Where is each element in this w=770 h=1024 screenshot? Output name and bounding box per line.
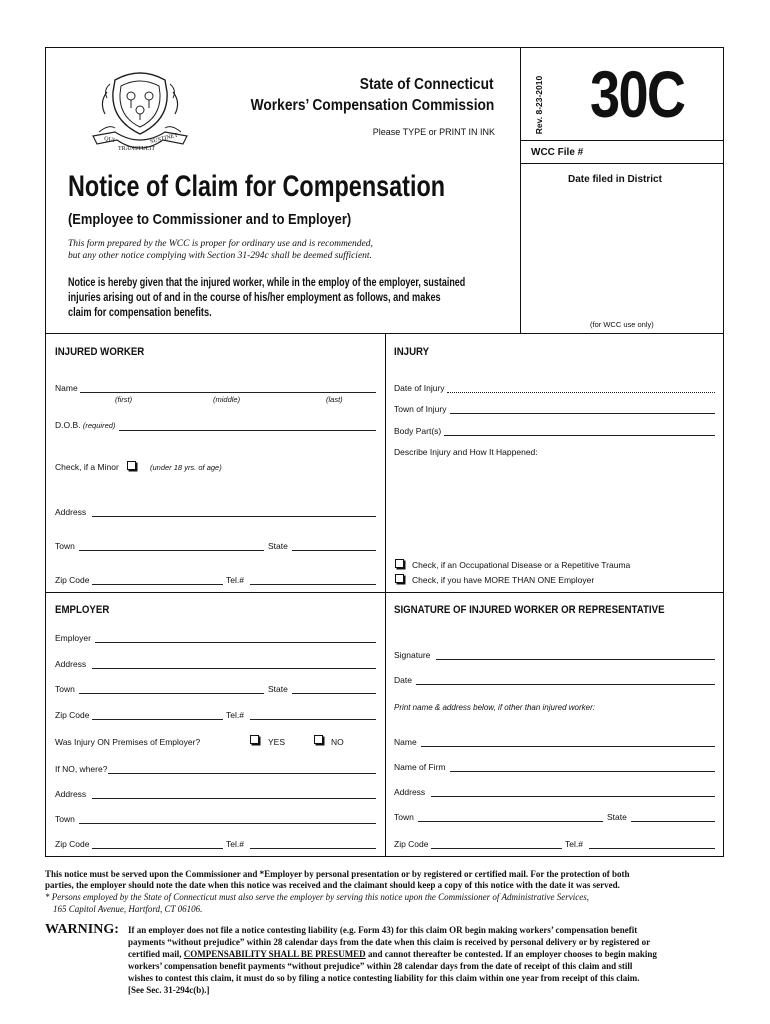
location-zip-label: Zip Code — [55, 839, 90, 849]
rep-zip-field[interactable] — [431, 848, 562, 849]
warning-line-5: wishes to contest this claim, it must do so by filing a notice contesting liability for this claim within one year from receipt of this claim. — [128, 973, 640, 983]
occupational-disease-checkbox[interactable] — [395, 559, 404, 568]
worker-zip-field[interactable] — [92, 584, 223, 585]
worker-tel-field[interactable] — [250, 584, 376, 585]
print-name-note: Print name & address below, if other than injured worker: — [394, 703, 595, 712]
employer-zip-field[interactable] — [92, 719, 223, 720]
employer-state-field[interactable] — [292, 693, 376, 694]
state-employee-note-2: 165 Capitol Avenue, Hartford, CT 06106. — [53, 904, 203, 914]
date-of-injury-label: Date of Injury — [394, 383, 445, 393]
worker-town-label: Town — [55, 541, 75, 551]
signature-date-field[interactable] — [416, 684, 715, 685]
premises-question: Was Injury ON Premises of Employer? — [55, 737, 201, 747]
multiple-employers-checkbox[interactable] — [395, 574, 404, 583]
worker-tel-label: Tel.# — [226, 575, 244, 585]
notice-line-1: Notice is hereby given that the injured worker, while in the employ of the employer, sustained — [68, 277, 466, 289]
warning-line-4: workers’ compensation benefit payments “without prejudice” within 28 calendar days from the date of receipt of this claim and still — [128, 961, 633, 971]
rep-name-label: Name — [394, 737, 417, 747]
describe-injury-area[interactable] — [394, 460, 715, 554]
location-tel-label: Tel.# — [226, 839, 244, 849]
section-divider-2 — [45, 592, 724, 593]
form-title: Notice of Claim for Compensation — [68, 170, 446, 203]
location-town-field[interactable] — [79, 823, 376, 824]
rep-name-field[interactable] — [421, 746, 715, 747]
location-town-label: Town — [55, 814, 75, 824]
seal-motto-left: QUI — [103, 135, 116, 145]
if-no-where-field[interactable] — [108, 773, 376, 774]
commission-name: Workers’ Compensation Commission — [250, 97, 494, 114]
revision-date: Rev. 8-23-2010 — [534, 75, 544, 135]
notice-line-2: injuries arising out of and in the course of his/her employment as follows, and makes — [68, 292, 441, 304]
if-no-where-label: If NO, where? — [55, 764, 108, 774]
worker-address-label: Address — [55, 507, 87, 517]
minor-checkbox[interactable] — [127, 461, 136, 470]
rep-firm-field[interactable] — [450, 771, 715, 772]
multiple-employers-label: Check, if you have MORE THAN ONE Employer — [412, 575, 595, 585]
name-field[interactable] — [80, 392, 376, 393]
employer-tel-field[interactable] — [250, 719, 376, 720]
wcc-file-bottom-line — [520, 163, 724, 164]
rep-town-label: Town — [394, 812, 414, 822]
town-of-injury-field[interactable] — [450, 413, 715, 414]
rep-state-label: State — [607, 812, 627, 822]
under-18-hint: (under 18 yrs. of age) — [150, 463, 222, 472]
employer-town-field[interactable] — [79, 693, 264, 694]
signature-heading: SIGNATURE OF INJURED WORKER OR REPRESENTATIVE — [394, 604, 665, 616]
rep-tel-field[interactable] — [589, 848, 715, 849]
employer-label: Employer — [55, 633, 91, 643]
occupational-disease-label: Check, if an Occupational Disease or a Repetitive Trauma — [412, 560, 631, 570]
wcc-use-only: (for WCC use only) — [590, 320, 654, 329]
signature-date-label: Date — [394, 675, 412, 685]
warning-line-2: payments “without prejudice” within 28 calendar days from the date when this claim is received by personal delivery or by registered or — [128, 937, 651, 947]
describe-injury-label: Describe Injury and How It Happened: — [394, 447, 538, 457]
premises-no-label: NO — [331, 737, 344, 747]
dob-label: D.O.B. (required) — [55, 420, 116, 430]
signature-field[interactable] — [436, 659, 715, 660]
rep-firm-label: Name of Firm — [394, 762, 446, 772]
form-number: 30C — [590, 57, 685, 131]
location-tel-field[interactable] — [250, 848, 376, 849]
worker-zip-label: Zip Code — [55, 575, 90, 585]
injured-worker-heading: INJURED WORKER — [55, 346, 145, 358]
employer-tel-label: Tel.# — [226, 710, 244, 720]
warning-label: WARNING: — [45, 922, 119, 937]
warning-line-1: If an employer does not file a notice contesting liability (e.g. Form 43) for this claim OR begin making workers’ compensation benefit — [128, 925, 638, 935]
employer-zip-label: Zip Code — [55, 710, 90, 720]
date-filed-label: Date filed in District — [568, 174, 662, 185]
premises-yes-label: YES — [268, 737, 286, 747]
rep-tel-label: Tel.# — [565, 839, 583, 849]
location-zip-field[interactable] — [92, 848, 223, 849]
warning-line-6: [See Sec. 31-294c(b).] — [128, 985, 210, 995]
worker-state-label: State — [268, 541, 288, 551]
ink-instruction: Please TYPE or PRINT IN INK — [372, 127, 495, 137]
notice-line-3: claim for compensation benefits. — [68, 307, 212, 319]
presumed-compensability: COMPENSABILITY SHALL BE PRESUMED — [183, 949, 366, 959]
rep-town-field[interactable] — [418, 821, 603, 822]
employer-heading: EMPLOYER — [55, 604, 110, 616]
rep-zip-label: Zip Code — [394, 839, 429, 849]
serve-instructions-2: parties, the employer should note the date when this notice was received and the claimant should keep a copy of this notice with the date it was served. — [45, 880, 620, 890]
dob-field[interactable] — [119, 430, 376, 431]
employer-state-label: State — [268, 684, 288, 694]
header-divider-vertical — [520, 47, 521, 333]
location-address-field[interactable] — [92, 798, 376, 799]
prep-note-2: but any other notice complying with Section 31-294c shall be deemed sufficient. — [68, 251, 372, 261]
premises-yes-checkbox[interactable] — [250, 735, 259, 744]
rep-address-field[interactable] — [431, 796, 715, 797]
date-of-injury-field[interactable] — [447, 392, 715, 393]
name-label: Name — [55, 383, 78, 393]
town-of-injury-label: Town of Injury — [394, 404, 447, 414]
employer-address-field[interactable] — [92, 668, 376, 669]
minor-label: Check, if a Minor — [55, 462, 119, 472]
location-address-label: Address — [55, 789, 87, 799]
employer-address-label: Address — [55, 659, 87, 669]
first-name-hint: (first) — [115, 395, 133, 404]
warning-line-3: certified mail, COMPENSABILITY SHALL BE PRESUMED and cannot thereafter be contested. If an employer chooses to begin making — [128, 949, 657, 959]
rep-address-label: Address — [394, 787, 426, 797]
middle-name-hint: (middle) — [213, 395, 241, 404]
premises-no-checkbox[interactable] — [314, 735, 323, 744]
last-name-hint: (last) — [326, 395, 343, 404]
state-employee-note-1: * Persons employed by the State of Connecticut must also serve the employer by serving this notice upon the Commissioner of Administrative Services, — [45, 892, 589, 902]
wcc-file-label: WCC File # — [531, 147, 584, 158]
employer-field[interactable] — [95, 642, 376, 643]
worker-address-field[interactable] — [92, 516, 376, 517]
seal-motto-mid: TRANSTULIT — [118, 146, 155, 152]
injury-heading: INJURY — [394, 346, 430, 358]
seal-motto-right: SUSTINET — [149, 132, 179, 146]
form-subtitle: (Employee to Commissioner and to Employer) — [68, 211, 352, 228]
body-parts-field[interactable] — [444, 435, 715, 436]
worker-state-field[interactable] — [292, 550, 376, 551]
employer-town-label: Town — [55, 684, 75, 694]
rep-state-field[interactable] — [631, 821, 715, 822]
prep-note-1: This form prepared by the WCC is proper for ordinary use and is recommended, — [68, 239, 373, 249]
body-parts-label: Body Part(s) — [394, 426, 442, 436]
signature-label: Signature — [394, 650, 431, 660]
serve-instructions-1: This notice must be served upon the Commissioner and *Employer by personal presentation or by registered or certified mail. For the protection of both — [45, 869, 630, 879]
state-name: State of Connecticut — [360, 76, 494, 93]
worker-town-field[interactable] — [79, 550, 264, 551]
wcc-file-top-line — [520, 140, 724, 141]
mid-divider-vertical — [385, 333, 386, 857]
